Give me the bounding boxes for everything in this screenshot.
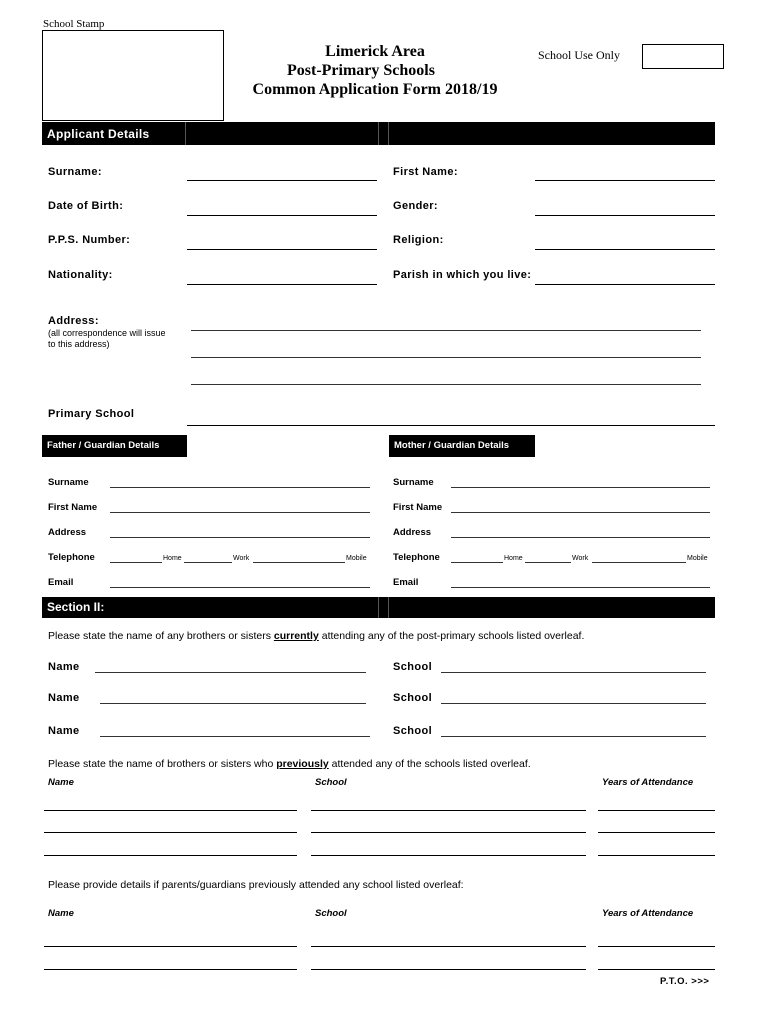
parent-years-field[interactable]: [598, 969, 715, 970]
mother-address-field[interactable]: [451, 537, 710, 538]
religion-field[interactable]: [535, 249, 715, 250]
current-instruction-emphasis: currently: [273, 630, 319, 642]
sibling-name-field[interactable]: [95, 672, 366, 673]
sibling-name-label: Name: [48, 725, 80, 737]
parish-field[interactable]: [535, 284, 715, 285]
current-instruction-post: attending any of the post-primary schools listed overleaf.: [318, 630, 585, 642]
father-first-name-field[interactable]: [110, 512, 370, 513]
father-mobile-label: Mobile: [346, 555, 367, 562]
dob-field[interactable]: [187, 215, 377, 216]
primary-school-label: Primary School: [48, 408, 135, 420]
previous-siblings-instruction: [48, 758, 531, 770]
applicant-details-bar: [42, 122, 715, 145]
mother-mobile-label: Mobile: [687, 555, 708, 562]
col-years-header: Years of Attendance: [602, 777, 694, 788]
parents-instruction: Please provide details if parents/guardians previously attended any school listed overleaf:: [48, 879, 464, 891]
address-line-1[interactable]: [191, 330, 701, 331]
bar-divider: [185, 122, 186, 145]
parents-col-school-header: School: [315, 908, 347, 919]
sibling-school-field[interactable]: [441, 672, 706, 673]
address-label: Address:: [48, 315, 99, 327]
mother-home-phone-field[interactable]: [451, 562, 503, 563]
prev-years-field[interactable]: [598, 810, 715, 811]
prev-years-field[interactable]: [598, 855, 715, 856]
title-line-2: Post-Primary Schools: [287, 62, 435, 79]
pps-field[interactable]: [187, 249, 377, 250]
sibling-name-field[interactable]: [100, 736, 370, 737]
current-instruction-pre: Please state the name of any brothers or sisters: [48, 630, 274, 642]
father-telephone-label: Telephone: [48, 552, 95, 563]
school-use-label: School Use Only: [538, 48, 620, 62]
dob-label: Date of Birth:: [48, 200, 124, 212]
mother-email-label: Email: [393, 577, 419, 588]
mother-work-label: Work: [572, 555, 589, 562]
father-work-label: Work: [233, 555, 250, 562]
prev-name-field[interactable]: [44, 855, 297, 856]
father-first-name-label: First Name: [48, 502, 98, 513]
col-school-header: School: [315, 777, 347, 788]
prev-name-field[interactable]: [44, 832, 297, 833]
parish-label: Parish in which you live:: [393, 269, 532, 281]
prev-name-field[interactable]: [44, 810, 297, 811]
sibling-name-label: Name: [48, 692, 80, 704]
parent-name-field[interactable]: [44, 969, 297, 970]
mother-first-name-field[interactable]: [451, 512, 710, 513]
mother-guardian-title: Mother / Guardian Details: [394, 440, 510, 451]
parent-school-field[interactable]: [311, 969, 586, 970]
mother-surname-label: Surname: [393, 477, 434, 488]
address-note-line-2: to this address): [48, 339, 110, 349]
parents-col-years-header: Years of Attendance: [602, 908, 694, 919]
address-line-3[interactable]: [191, 384, 701, 385]
first-name-label: First Name:: [393, 166, 458, 178]
religion-label: Religion:: [393, 234, 444, 246]
address-line-2[interactable]: [191, 357, 701, 358]
first-name-field[interactable]: [535, 180, 715, 181]
current-siblings-instruction: [48, 630, 584, 642]
school-stamp-label: School Stamp: [43, 18, 105, 30]
gender-field[interactable]: [535, 215, 715, 216]
prev-instruction-pre: Please state the name of brothers or sisters who: [48, 758, 277, 770]
applicant-details-title: Applicant Details: [47, 127, 150, 141]
father-email-field[interactable]: [110, 587, 370, 588]
bar-divider: [378, 597, 379, 618]
prev-instruction-emphasis: previously: [276, 758, 329, 770]
mother-email-field[interactable]: [451, 587, 710, 588]
parent-name-field[interactable]: [44, 946, 297, 947]
father-address-label: Address: [48, 527, 87, 538]
mother-surname-field[interactable]: [451, 487, 710, 488]
prev-school-field[interactable]: [311, 855, 586, 856]
father-surname-field[interactable]: [110, 487, 370, 488]
surname-field[interactable]: [187, 180, 377, 181]
surname-label: Surname:: [48, 166, 102, 178]
title-line-1: Limerick Area: [325, 43, 425, 60]
form-title: [225, 42, 525, 99]
father-email-label: Email: [48, 577, 74, 588]
prev-school-field[interactable]: [311, 810, 586, 811]
father-home-label: Home: [163, 555, 182, 562]
father-home-phone-field[interactable]: [110, 562, 162, 563]
father-mobile-phone-field[interactable]: [253, 562, 345, 563]
bar-divider: [378, 122, 379, 145]
sibling-school-label: School: [393, 725, 433, 737]
sibling-school-label: School: [393, 692, 433, 704]
mother-work-phone-field[interactable]: [525, 562, 571, 563]
title-line-3: Common Application Form 2018/19: [252, 81, 498, 98]
sibling-school-field[interactable]: [441, 703, 706, 704]
father-guardian-title: Father / Guardian Details: [47, 440, 160, 451]
bar-divider: [388, 122, 389, 145]
address-note: [48, 328, 166, 350]
father-work-phone-field[interactable]: [184, 562, 232, 563]
col-name-header: Name: [48, 777, 74, 788]
mother-mobile-phone-field[interactable]: [592, 562, 686, 563]
parent-years-field[interactable]: [598, 946, 715, 947]
pto-label: P.T.O. >>>: [660, 976, 710, 987]
sibling-name-label: Name: [48, 661, 80, 673]
nationality-field[interactable]: [187, 284, 377, 285]
father-address-field[interactable]: [110, 537, 370, 538]
father-guardian-bar: [42, 435, 187, 457]
mother-telephone-label: Telephone: [393, 552, 440, 563]
mother-address-label: Address: [393, 527, 432, 538]
primary-school-field[interactable]: [187, 425, 715, 426]
pps-label: P.P.S. Number:: [48, 234, 131, 246]
gender-label: Gender:: [393, 200, 438, 212]
address-note-line-1: (all correspondence will issue: [48, 328, 166, 338]
bar-divider: [388, 597, 389, 618]
prev-school-field[interactable]: [311, 832, 586, 833]
nationality-label: Nationality:: [48, 269, 113, 281]
section-2-title: Section II:: [47, 600, 105, 614]
prev-years-field[interactable]: [598, 832, 715, 833]
parents-col-name-header: Name: [48, 908, 74, 919]
father-surname-label: Surname: [48, 477, 89, 488]
mother-home-label: Home: [504, 555, 523, 562]
sibling-school-field[interactable]: [441, 736, 706, 737]
mother-first-name-label: First Name: [393, 502, 443, 513]
prev-instruction-post: attended any of the schools listed overleaf.: [328, 758, 531, 770]
section-2-bar: [42, 597, 715, 618]
sibling-school-label: School: [393, 661, 433, 673]
mother-guardian-bar: [389, 435, 535, 457]
parent-school-field[interactable]: [311, 946, 586, 947]
sibling-name-field[interactable]: [100, 703, 366, 704]
school-use-box[interactable]: [642, 44, 724, 69]
